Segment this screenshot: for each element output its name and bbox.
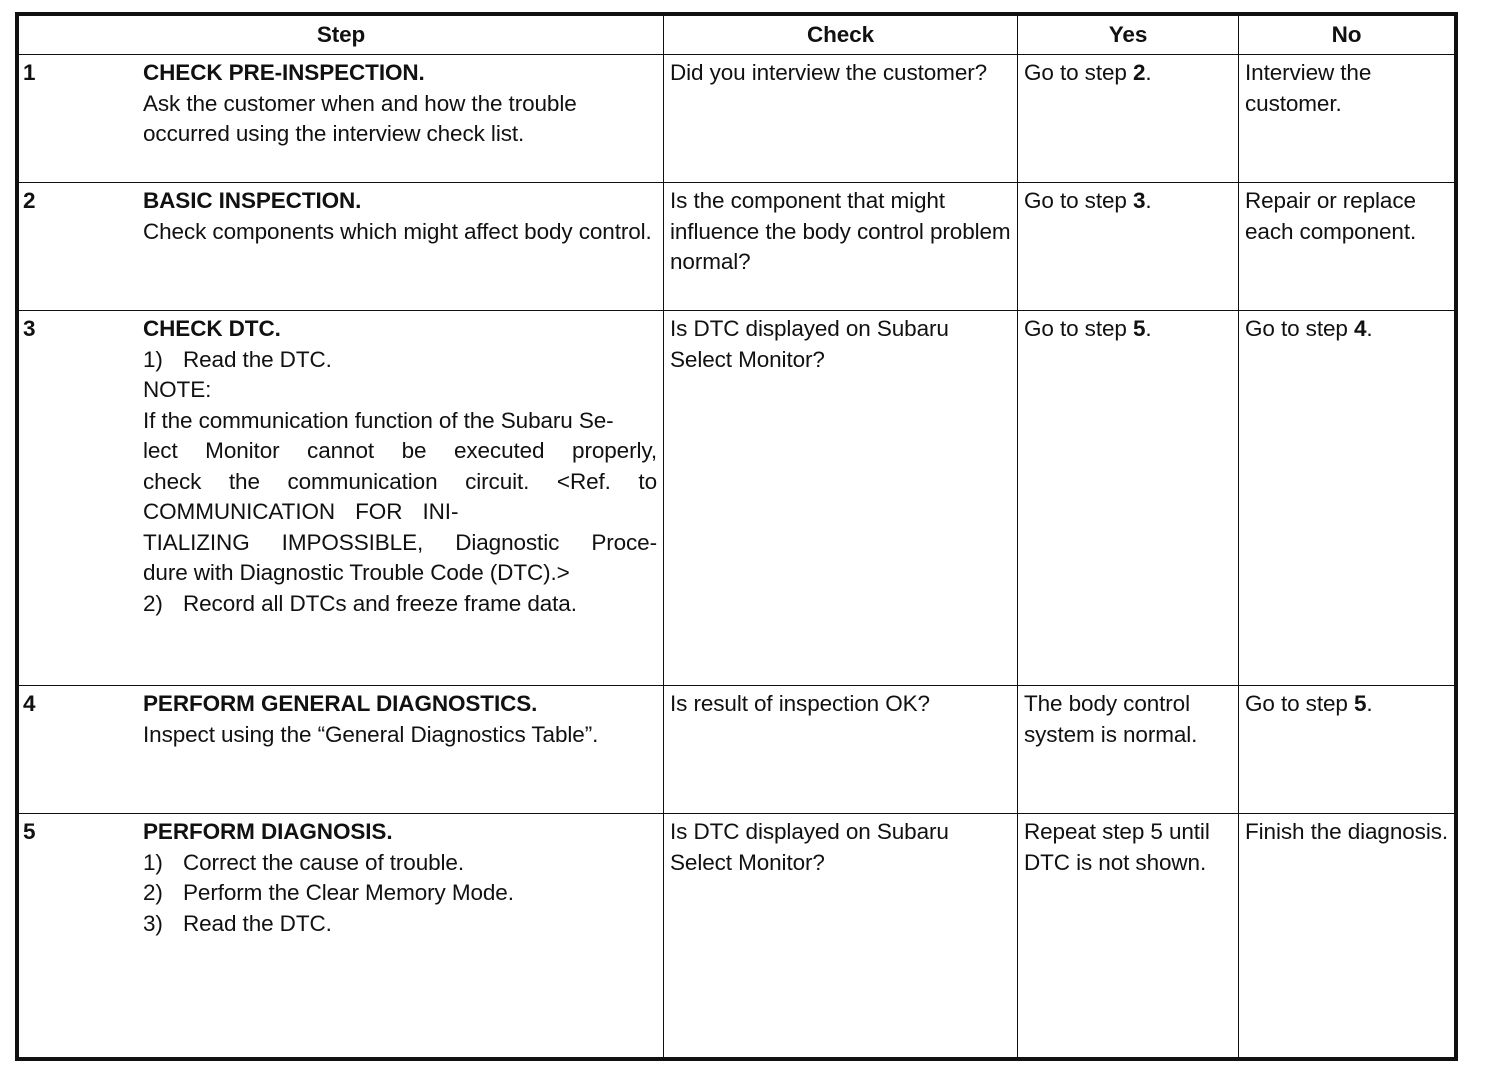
yes-prefix: Go to step — [1024, 316, 1133, 341]
header-yes: Yes — [1018, 16, 1239, 55]
step-number: 5 — [23, 819, 36, 844]
step-description: Ask the customer when and how the trouble occurred using the interview check list. — [143, 90, 577, 146]
table-row — [19, 55, 1455, 183]
yes-step-ref: 5 — [1132, 316, 1146, 341]
yes-step-ref: 2 — [1132, 60, 1146, 85]
step-cell — [19, 686, 664, 814]
substep-number: 3) — [143, 910, 163, 936]
no-prefix: Go to step — [1245, 316, 1354, 341]
yes-cell: Repeat step 5 until DTC is not shown. — [1018, 814, 1239, 1058]
note-line: If the communication function of the Subaru Se- — [143, 407, 614, 433]
diagnostic-table-frame — [15, 12, 1458, 1061]
header-check: Check — [664, 16, 1018, 55]
note-line: COMMUNICATION FOR INI- — [143, 499, 459, 524]
yes-suffix: . — [1145, 316, 1152, 341]
yes-prefix: Go to step — [1024, 188, 1133, 213]
check-cell: Is DTC displayed on Subaru Select Monitor? — [664, 311, 1018, 686]
diagnostic-procedure-table — [18, 15, 1455, 1058]
yes-suffix: . — [1145, 60, 1152, 85]
header-step: Step — [19, 16, 664, 55]
step-number: 4 — [23, 691, 36, 716]
check-cell: Is DTC displayed on Subaru Select Monitor? — [664, 814, 1018, 1058]
substep — [143, 909, 657, 940]
check-cell: Did you interview the customer? — [664, 55, 1018, 183]
check-cell: Is the component that might influence the body control problem normal? — [664, 183, 1018, 311]
no-step-ref: 5 — [1353, 691, 1367, 716]
note-line: dure with Diagnostic Trouble Code (DTC).> — [143, 560, 570, 585]
step-number: 3 — [23, 316, 36, 341]
substep-text: Read the DTC. — [183, 910, 332, 936]
yes-cell: The body control system is normal. — [1018, 686, 1239, 814]
no-cell: Interview the customer. — [1239, 55, 1455, 183]
yes-suffix: . — [1145, 188, 1152, 213]
check-cell: Is result of inspection OK? — [664, 686, 1018, 814]
header-no: No — [1239, 16, 1455, 55]
table-row — [19, 183, 1455, 311]
note-line: lect Monitor cannot be executed properly, — [143, 438, 657, 463]
step-description: Inspect using the “General Diagnostics Table”. — [143, 721, 599, 747]
step-cell — [19, 311, 664, 686]
substep — [143, 878, 657, 909]
table-header-row — [19, 16, 1455, 55]
yes-cell — [1018, 55, 1239, 183]
step-title: BASIC INSPECTION. — [143, 188, 362, 213]
substep-text: Correct the cause of trouble. — [183, 849, 464, 875]
step-title: PERFORM GENERAL DIAGNOSTICS. — [143, 691, 538, 716]
step-title: CHECK PRE-INSPECTION. — [143, 60, 425, 85]
note-label: NOTE: — [143, 377, 212, 402]
step-title: PERFORM DIAGNOSIS. — [143, 819, 393, 844]
substep-number: 2) — [143, 590, 163, 616]
table-row — [19, 814, 1455, 1058]
no-cell — [1239, 686, 1455, 814]
no-cell: Finish the diagnosis. — [1239, 814, 1455, 1058]
yes-step-ref: 3 — [1132, 188, 1146, 213]
no-step-ref: 4 — [1353, 316, 1367, 341]
step-cell — [19, 55, 664, 183]
yes-cell — [1018, 311, 1239, 686]
substep-number: 1) — [143, 849, 163, 875]
no-cell: Repair or replace each component. — [1239, 183, 1455, 311]
step-cell — [19, 183, 664, 311]
yes-cell — [1018, 183, 1239, 311]
substep-number: 1) — [143, 346, 163, 372]
substep — [143, 345, 657, 376]
substep — [143, 589, 657, 620]
no-cell — [1239, 311, 1455, 686]
table-row — [19, 311, 1455, 686]
substep-text: Perform the Clear Memory Mode. — [183, 880, 514, 905]
note-line: check the communication circuit. <Ref. to — [143, 468, 657, 494]
yes-prefix: Go to step — [1024, 60, 1133, 85]
step-number: 1 — [23, 60, 36, 85]
no-prefix: Go to step — [1245, 691, 1354, 716]
substep-number: 2) — [143, 880, 163, 905]
step-cell — [19, 814, 664, 1058]
step-title: CHECK DTC. — [143, 316, 281, 341]
no-suffix: . — [1366, 691, 1373, 716]
substep-text: Record all DTCs and freeze frame data. — [183, 590, 577, 616]
step-number: 2 — [23, 188, 36, 213]
step-description: Check components which might affect body control. — [143, 218, 652, 244]
substep — [143, 848, 657, 879]
table-row — [19, 686, 1455, 814]
note-line: TIALIZING IMPOSSIBLE, Diagnostic Proce- — [143, 529, 657, 555]
no-suffix: . — [1366, 316, 1373, 341]
substep-text: Read the DTC. — [183, 346, 332, 372]
